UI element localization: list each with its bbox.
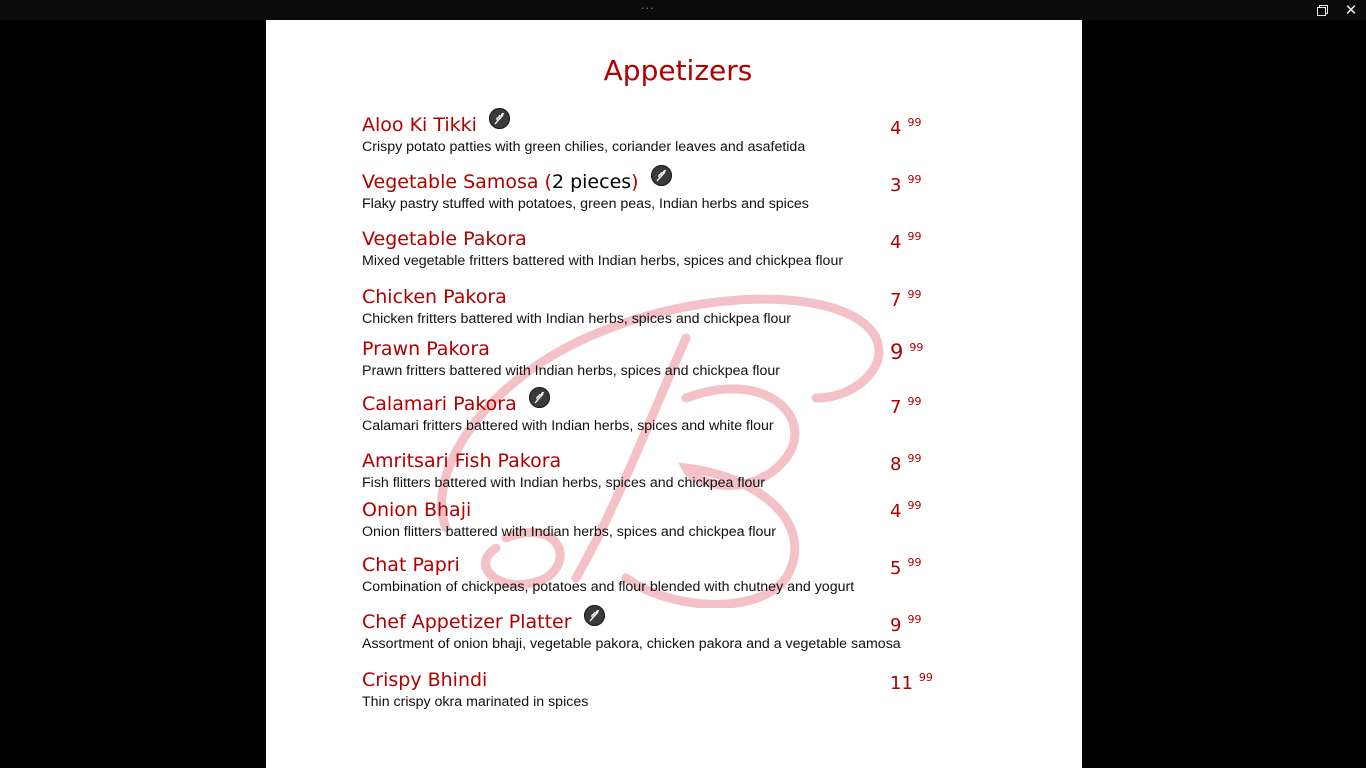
item-price: 7 $^{99}$ [890,288,922,311]
item-description: Crispy potato patties with green chilies, coriander leaves and asafetida [362,139,806,155]
item-name: Amritsari Fish Pakora [362,450,562,472]
menu-item [362,450,962,491]
item-name: Chef Appetizer Platter [362,611,962,633]
item-name: Chicken Pakora [362,286,507,308]
item-price: 9 $^{99}$ [890,613,922,636]
item-price: 7 $^{99}$ [890,395,922,418]
wheat-icon [584,605,605,626]
item-description: Fish flitters battered with Indian herbs, spices and chickpea flour [362,475,765,491]
menu-item [362,393,962,434]
wheat-icon [489,108,510,129]
wheat-icon [529,387,550,408]
item-price: 3 $^{99}$ [890,173,922,196]
menu-page [266,20,1082,768]
item-price: 11 $^{99}$ [890,671,933,694]
item-description: Mixed vegetable fritters battered with Indian herbs, spices and chickpea flour [362,253,844,269]
drag-handle-dots[interactable]: ··· [641,2,655,15]
item-price: 9 $^{99}$ [890,340,924,364]
menu-item [362,286,962,327]
item-name: Crispy Bhindi [362,669,488,691]
item-description: Onion flitters battered with Indian herbs, spices and chickpea flour [362,524,777,540]
item-name: Onion Bhaji [362,499,472,521]
close-button[interactable] [1339,1,1363,19]
item-description: Assortment of onion bhaji, vegetable pakora, chicken pakora and a vegetable samosa [362,636,901,652]
item-description: Flaky pastry stuffed with potatoes, green peas, Indian herbs and spices [362,196,809,212]
item-name: Chat Papri [362,554,460,576]
item-description: Combination of chickpeas, potatoes and flour blended with chutney and yogurt [362,579,855,595]
menu-item [362,114,962,155]
restore-button[interactable] [1310,1,1334,19]
item-name: Vegetable Pakora [362,228,527,250]
item-name: Prawn Pakora [362,338,490,360]
menu-item [362,499,962,540]
menu-item [362,611,962,652]
menu-item [362,171,962,212]
item-name: Aloo Ki Tikki [362,114,962,136]
item-description: Calamari fritters battered with Indian herbs, spices and white flour [362,418,774,434]
item-description: Chicken fritters battered with Indian herbs, spices and chickpea flour [362,311,791,327]
menu-item [362,669,962,710]
menu-item [362,338,962,379]
item-name: Calamari Pakora [362,393,962,415]
menu-item [362,228,962,269]
wheat-icon [651,165,672,186]
window-titlebar[interactable] [0,0,1366,20]
page-title: Appetizers [603,54,753,87]
item-description: Thin crispy okra marinated in spices [362,694,589,710]
item-price: 4 $^{99}$ [890,230,922,253]
item-price: 4 $^{99}$ [890,499,922,522]
item-price: 8 $^{99}$ [890,452,922,475]
restore-icon [1317,5,1327,15]
item-name: Vegetable Samosa (2 pieces) [362,171,962,193]
item-description: Prawn fritters battered with Indian herbs, spices and chickpea flour [362,363,780,379]
menu-item [362,554,962,595]
close-icon: ✕ [1344,1,1358,19]
item-price: 5 $^{99}$ [890,556,922,579]
item-price: 4 $^{99}$ [890,116,922,139]
